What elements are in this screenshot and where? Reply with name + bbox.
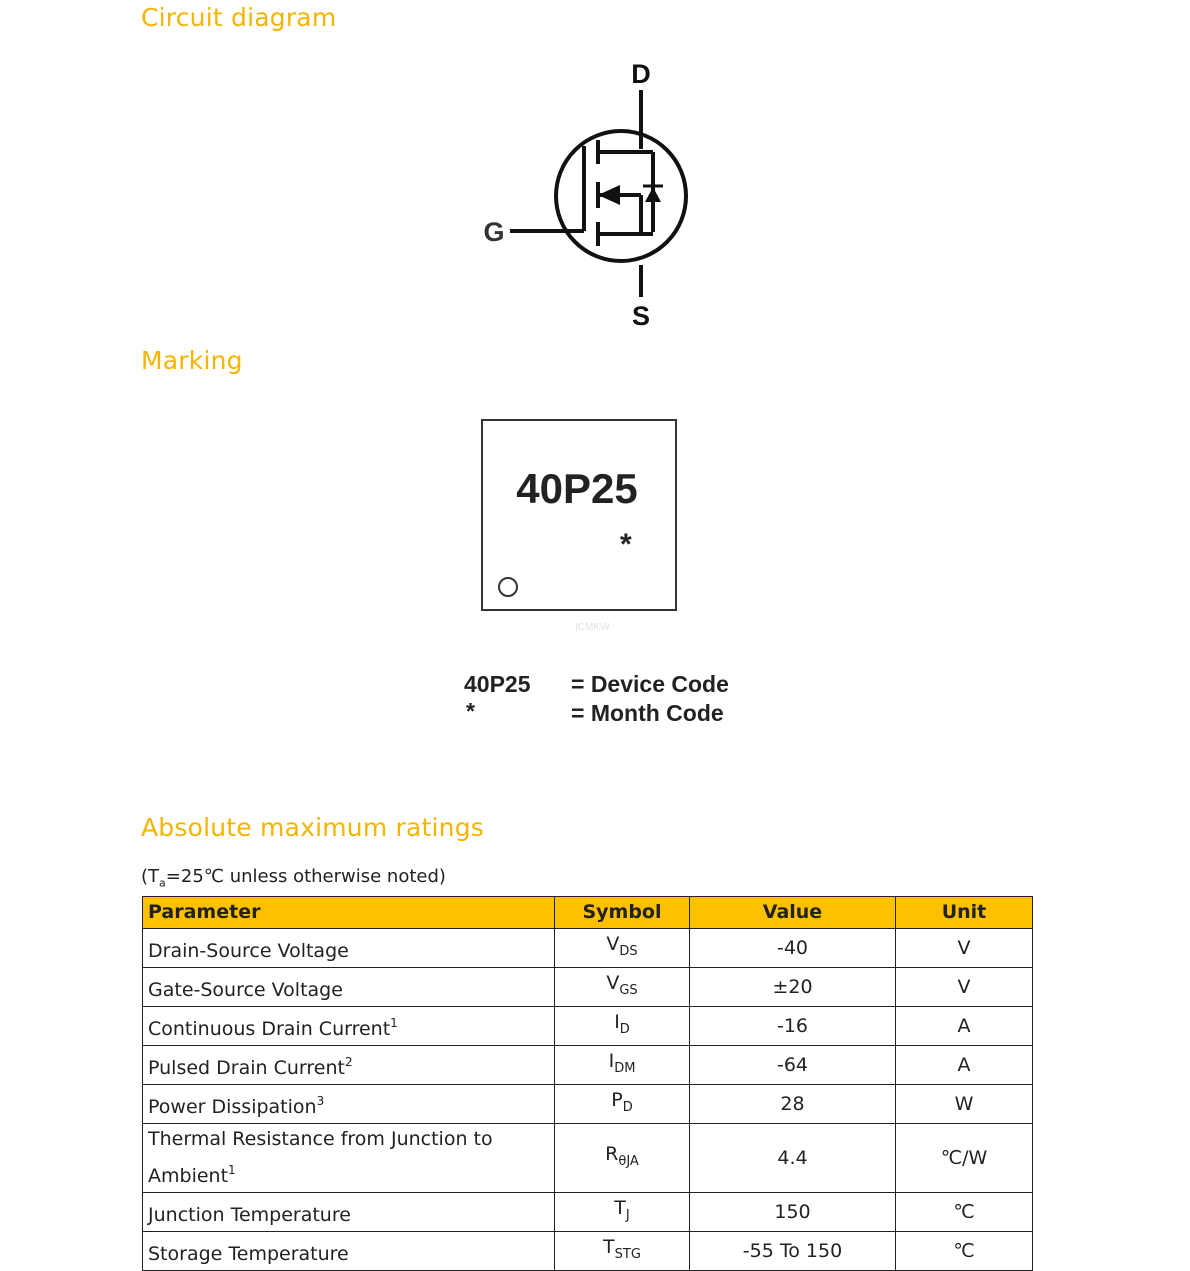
legend-code: 40P25 [464, 671, 531, 697]
value-cell: 150 [690, 1193, 896, 1232]
month-code-mark: * [620, 528, 632, 561]
legend-code: * [466, 698, 475, 724]
parameter-cell: Junction Temperature [143, 1193, 555, 1232]
table-row [143, 968, 1033, 1007]
unit-cell: ℃ [896, 1232, 1033, 1271]
parameter-cell: Thermal Resistance from Junction to Ambient$^1$ [143, 1124, 555, 1193]
symbol-cell: $R_{\theta JA}$ [555, 1124, 690, 1193]
unit-cell: ℃/W [896, 1124, 1033, 1193]
ratings-table [142, 896, 1033, 1271]
parameter-cell: Continuous Drain Current$^1$ [143, 1007, 555, 1046]
table-row [143, 1085, 1033, 1124]
parameter-cell: Drain-Source Voltage [143, 929, 555, 968]
unit-cell: A [896, 1046, 1033, 1085]
value-cell: 28 [690, 1085, 896, 1124]
header-value: Value [690, 897, 896, 929]
mosfet-circuit-symbol [470, 52, 710, 332]
unit-cell: A [896, 1007, 1033, 1046]
condition-prefix: (T [141, 866, 160, 887]
symbol-cell: $V_{DS}$ [555, 929, 690, 968]
symbol-cell: $V_{GS}$ [555, 968, 690, 1007]
unit-cell: ℃ [896, 1193, 1033, 1232]
condition-subscript: a [159, 876, 166, 890]
table-header-row [143, 897, 1033, 929]
section-title-marking: Marking [141, 346, 243, 375]
symbol-cell: $P_D$ [555, 1085, 690, 1124]
source-label: S [631, 301, 651, 331]
value-cell: -55 To 150 [690, 1232, 896, 1271]
section-title-circuit-diagram: Circuit diagram [141, 3, 337, 32]
header-parameter: Parameter [143, 897, 555, 929]
table-row [143, 1046, 1033, 1085]
table-row [143, 1193, 1033, 1232]
symbol-cell: $T_J$ [555, 1193, 690, 1232]
parameter-cell: Pulsed Drain Current$^2$ [143, 1046, 555, 1085]
drain-label: D [631, 59, 651, 89]
parameter-cell: Power Dissipation$^3$ [143, 1085, 555, 1124]
value-cell: -40 [690, 929, 896, 968]
header-symbol: Symbol [555, 897, 690, 929]
condition-suffix: =25℃ unless otherwise noted) [165, 866, 446, 887]
parameter-cell: Gate-Source Voltage [143, 968, 555, 1007]
unit-cell: V [896, 968, 1033, 1007]
pin1-indicator [498, 577, 518, 597]
table-row [143, 1232, 1033, 1271]
table-row [143, 929, 1033, 968]
watermark: ICMKW [575, 622, 610, 633]
table-row [143, 1124, 1033, 1193]
value-cell: 4.4 [690, 1124, 896, 1193]
section-title-absolute-maximum-ratings: Absolute maximum ratings [141, 813, 485, 842]
device-code: 40P25 [516, 465, 638, 512]
condition-note [141, 866, 446, 890]
value-cell: -64 [690, 1046, 896, 1085]
unit-cell: V [896, 929, 1033, 968]
value-cell: -16 [690, 1007, 896, 1046]
legend-description: = Device Code [571, 671, 729, 697]
parameter-cell: Storage Temperature [143, 1232, 555, 1271]
gate-label: G [483, 217, 505, 247]
unit-cell: W [896, 1085, 1033, 1124]
symbol-cell: $I_{DM}$ [555, 1046, 690, 1085]
header-unit: Unit [896, 897, 1033, 929]
table-row [143, 1007, 1033, 1046]
symbol-cell: $T_{STG}$ [555, 1232, 690, 1271]
symbol-cell: $I_D$ [555, 1007, 690, 1046]
package-marking [481, 419, 677, 611]
value-cell: ±20 [690, 968, 896, 1007]
legend-description: = Month Code [571, 700, 724, 726]
